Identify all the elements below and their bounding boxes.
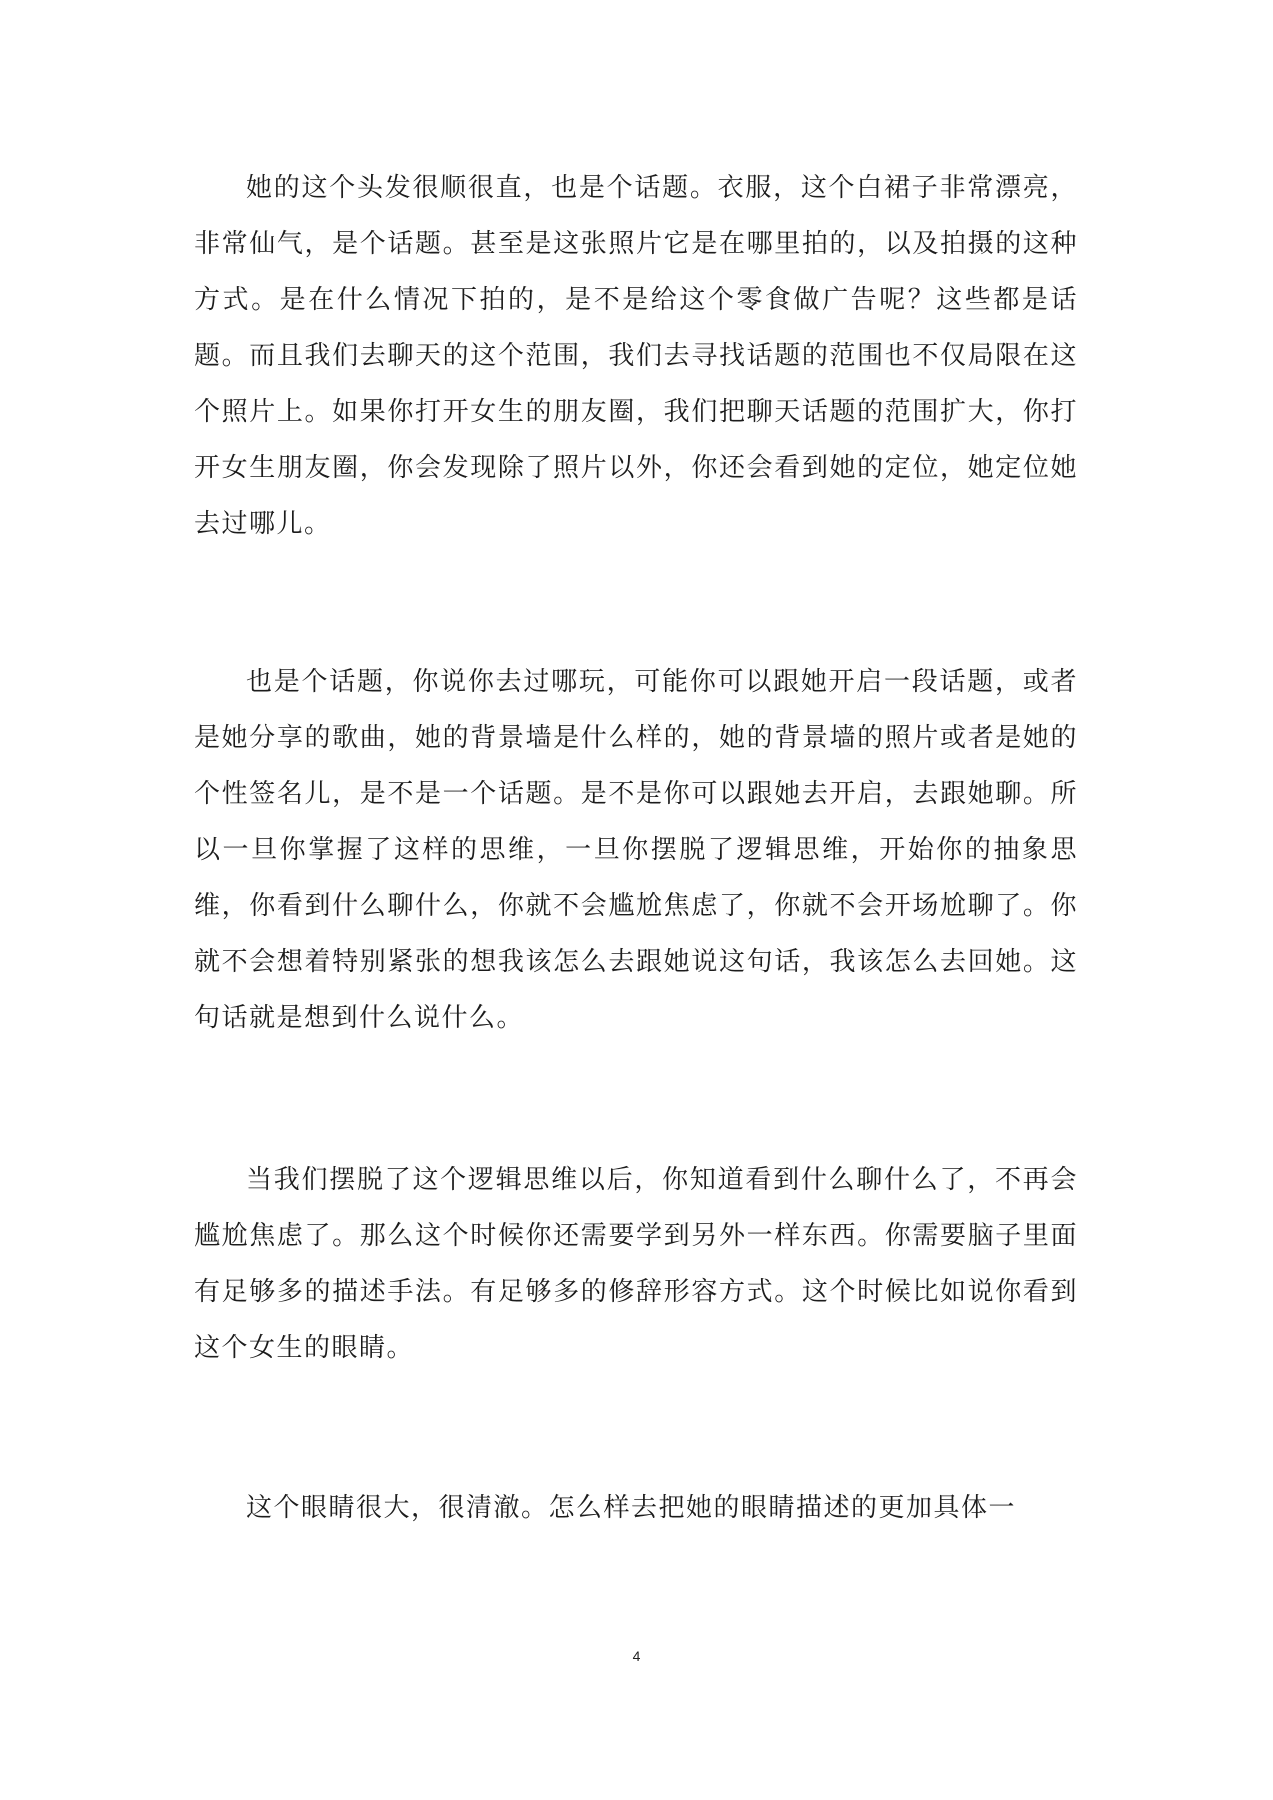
paragraph-3: 当我们摆脱了这个逻辑思维以后，你知道看到什么聊什么了，不再会尴尬焦虑了。那么这个时候你还需要学到另外一样东西。你需要脑子里面有足够多的描述手法。有足够多的修辞形容方式。这个时候比如说你看到这个女生的眼睛。	[194, 1165, 1078, 1363]
paragraph-2: 也是个话题，你说你去过哪玩，可能你可以跟她开启一段话题，或者是她分享的歌曲，她的背景墙是什么样的，她的背景墙的照片或者是她的个性签名儿，是不是一个话题。是不是你可以跟她去开启，去跟她聊。所以一旦你掌握了这样的思维，一旦你摆脱了逻辑思维，开始你的抽象思维，你看到什么聊什么，你就不会尴尬焦虑了，你就不会开场尬聊了。你就不会想着特别紧张的想我该怎么去跟她说这句话，我该怎么去回她。这句话就是想到什么说什么。	[194, 667, 1078, 1033]
paragraph-1: 她的这个头发很顺很直，也是个话题。衣服，这个白裙子非常漂亮，非常仙气，是个话题。甚至是这张照片它是在哪里拍的，以及拍摄的这种方式。是在什么情况下拍的，是不是给这个零食做广告呢？这些都是话题。而且我们去聊天的这个范围，我们去寻找话题的范围也不仅局限在这个照片上。如果你打开女生的朋友圈，我们把聊天话题的范围扩大，你打开女生朋友圈，你会发现除了照片以外，你还会看到她的定位，她定位她去过哪儿。	[194, 173, 1078, 539]
paragraph-4: 这个眼睛很大，很清澈。怎么样去把她的眼睛描述的更加具体一	[246, 1493, 1017, 1523]
document-body	[194, 160, 1078, 1536]
page-number: 4	[632, 1648, 641, 1664]
